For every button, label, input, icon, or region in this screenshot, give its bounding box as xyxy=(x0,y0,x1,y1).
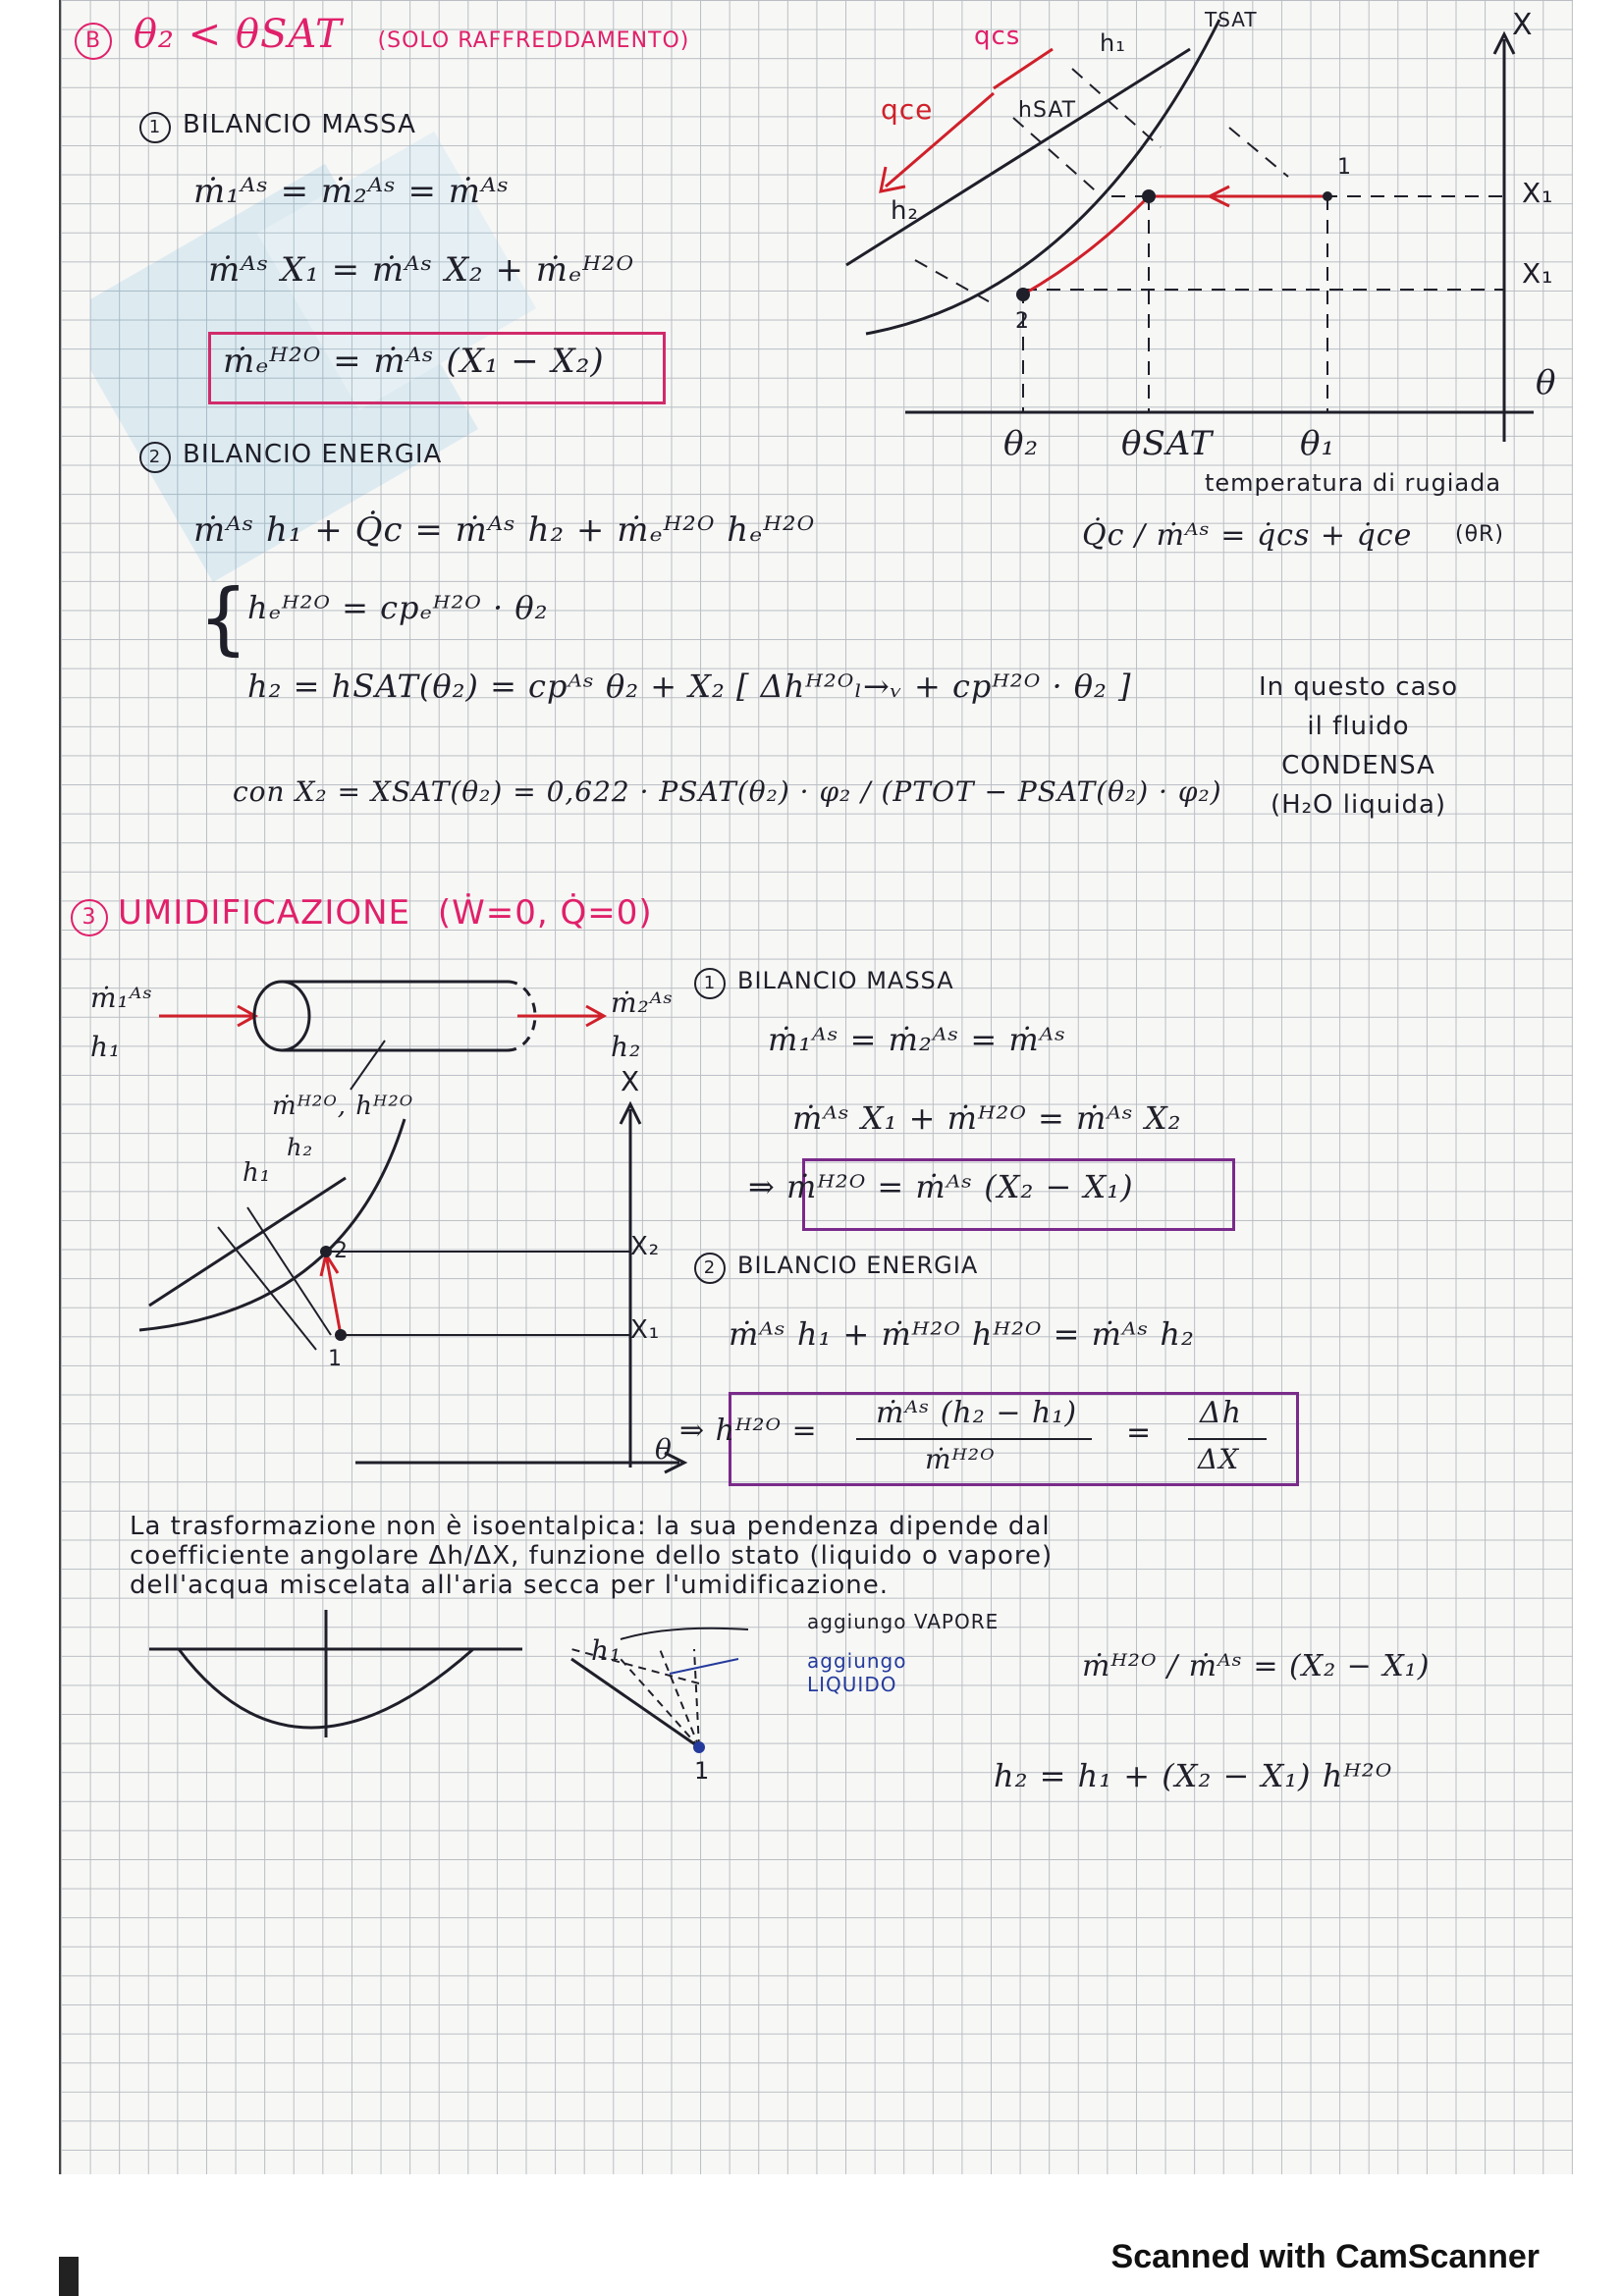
scanner-footer: Scanned with CamScanner xyxy=(1110,2238,1540,2275)
graph1-dash-3 xyxy=(1072,69,1161,147)
bottom-h1: h₁ xyxy=(591,1634,622,1667)
part3-mass-number: 1 xyxy=(694,968,726,999)
part3-energy-heading xyxy=(694,1252,978,1284)
bottom-add-vapour: aggiungo VAPORE xyxy=(807,1610,1000,1633)
part1-eq2: ṁᴬˢ X₁ = ṁᴬˢ X₂ + ṁₑᴴ²ᴼ xyxy=(208,250,635,290)
part2-note-line: il fluido xyxy=(1307,712,1410,741)
system-brace: { xyxy=(198,572,249,664)
graph1-h1: h₁ xyxy=(1100,29,1126,57)
part1-number: 1 xyxy=(139,112,171,143)
bottom-point-1 xyxy=(693,1741,705,1753)
part3-energy-ratio-num: Δh xyxy=(1200,1396,1242,1430)
duct-water-in: ṁᴴ²ᴼ, hᴴ²ᴼ xyxy=(272,1092,414,1121)
graph2-point-1-label: 1 xyxy=(328,1347,343,1371)
graph1-theta1: θ₁ xyxy=(1300,424,1336,463)
header xyxy=(75,12,689,60)
graph1-y-label: X xyxy=(1512,8,1534,42)
part3-mass-heading xyxy=(694,967,954,999)
bottom-point-1-label: 1 xyxy=(694,1757,711,1785)
graph2-point-2-label: 2 xyxy=(334,1239,349,1263)
part2-eq2: hₑᴴ²ᴼ = cpₑᴴ²ᴼ · θ₂ xyxy=(247,589,549,626)
part2-heat-eq: Q̇c / ṁᴬˢ = q̇cs + q̇ce xyxy=(1082,518,1413,553)
header-subtitle: (SOLO RAFFREDDAMENTO) xyxy=(377,28,690,53)
graph2-h1: h₁ xyxy=(243,1158,272,1188)
graph2-y-label: X xyxy=(621,1065,641,1097)
duct-out-flow: ṁ₂ᴬˢ xyxy=(611,987,674,1019)
part3-energy-eq1: ṁᴬˢ h₁ + ṁᴴ²ᴼ hᴴ²ᴼ = ṁᴬˢ h₂ xyxy=(729,1315,1195,1353)
graph1-x1b-label: X₁ xyxy=(1522,257,1554,290)
part3-mass-eq2: ṁᴬˢ X₁ + ṁᴴ²ᴼ = ṁᴬˢ X₂ xyxy=(792,1099,1182,1137)
part1-eq1: ṁ₁ᴬˢ = ṁ₂ᴬˢ = ṁᴬˢ xyxy=(193,172,510,211)
part3-number: 3 xyxy=(71,899,108,936)
bottom-add-liquid-2: LIQUIDO xyxy=(807,1673,897,1696)
graph2-point-2 xyxy=(320,1246,332,1257)
paragraph-line: coefficiente angolare Δh/ΔX, funzione dello stato (liquido o vapore) xyxy=(130,1541,1054,1571)
graph1-dash-1 xyxy=(915,260,994,304)
graph1-point-1 xyxy=(1323,191,1332,201)
part3-mass-heading-text: BILANCIO MASSA xyxy=(737,967,954,994)
graph1-saturation-curve xyxy=(866,20,1219,334)
graph1-qcs: qcs xyxy=(974,22,1021,51)
part3-energy-number: 2 xyxy=(694,1253,726,1284)
part3-energy-result-eq: = xyxy=(1126,1415,1153,1450)
part2-eq3: h₂ = hSAT(θ₂) = cpᴬˢ θ₂ + X₂ [ Δhᴴ²ᴼₗ→ᵥ + cpᴴ²ᴼ · θ₂ ] xyxy=(247,667,1132,705)
graph1-dash-2 xyxy=(1013,118,1102,196)
part2-note xyxy=(1259,667,1458,825)
part3-mass-result: ⇒ ṁᴴ²ᴼ = ṁᴬˢ (X₂ − X₁) xyxy=(748,1168,1134,1205)
part2-heading-text: BILANCIO ENERGIA xyxy=(183,440,443,469)
part2-note-line: (H₂O liquida) xyxy=(1270,790,1447,820)
duct-in-flow: ṁ₁ᴬˢ xyxy=(90,982,153,1014)
duct-in-h: h₁ xyxy=(90,1031,122,1063)
graph2-x2-label: X₂ xyxy=(630,1232,661,1261)
bottom-sketch-svg xyxy=(149,1610,895,1806)
part2-note-line: CONDENSA xyxy=(1281,751,1435,780)
part1-heading xyxy=(139,110,416,143)
graph1-point-2 xyxy=(1016,288,1030,301)
graph1-h2: h₂ xyxy=(891,196,919,226)
graph1-h1-line xyxy=(846,49,1190,265)
graph1-process-condensation xyxy=(1023,196,1149,294)
part1-result: ṁₑᴴ²ᴼ = ṁᴬˢ (X₁ − X₂) xyxy=(223,342,605,381)
graph2-x-label: θ xyxy=(655,1433,673,1466)
header-title: θ₂ < θSAT xyxy=(133,12,343,57)
graph1-x-label: θ xyxy=(1536,363,1557,402)
graph1-point-2-label: 2 xyxy=(1015,309,1030,334)
paragraph xyxy=(130,1512,1543,1600)
fraction-bar xyxy=(856,1438,1092,1440)
part2-note-line: In questo caso xyxy=(1259,672,1458,702)
paragraph-line: La trasformazione non è isoentalpica: la sua pendenza dipende dal xyxy=(130,1512,1051,1541)
graph1-tsat: TSAT xyxy=(1205,8,1258,31)
graph1-qcs-arrow xyxy=(994,49,1053,88)
part2-eq4: con X₂ = XSAT(θ₂) = 0,622 · PSAT(θ₂) · φ₂ / (PTOT − PSAT(θ₂) · φ₂) xyxy=(233,775,1222,808)
bottom-h2-eq: h₂ = h₁ + (X₂ − X₁) hᴴ²ᴼ xyxy=(994,1757,1393,1794)
ratio-bar xyxy=(1188,1438,1267,1440)
graph1-point-1-label: 1 xyxy=(1337,155,1352,180)
part2-number: 2 xyxy=(139,442,171,473)
graph1-dew-sym: (θR) xyxy=(1455,522,1504,547)
duct-out-h: h₂ xyxy=(611,1031,642,1063)
graph1-point-sat xyxy=(1142,189,1156,203)
paragraph-line: dell'acqua miscelata all'aria secca per l'umidificazione. xyxy=(130,1571,890,1600)
part3-energy-result-num: ṁᴬˢ (h₂ − h₁) xyxy=(876,1396,1078,1430)
graph2-svg xyxy=(120,1080,709,1472)
part3-energy-result-den: ṁᴴ²ᴼ xyxy=(925,1443,996,1475)
graph2-h-line xyxy=(149,1178,346,1306)
graph1-dew-note: temperatura di rugiada xyxy=(1205,469,1502,497)
vapour-arrow xyxy=(621,1629,748,1639)
graph2-h2: h₂ xyxy=(287,1134,314,1161)
part3-energy-ratio-den: ΔX xyxy=(1198,1443,1240,1475)
part3-conditions: (Ẇ=0, Q̇=0) xyxy=(437,893,653,933)
duct-inlet xyxy=(254,982,309,1050)
graph1-x1-label: X₁ xyxy=(1522,177,1554,209)
part3-energy-result-left: ⇒ hᴴ²ᴼ = xyxy=(679,1414,818,1448)
page-edge xyxy=(59,2257,79,2296)
graph1-dash-4 xyxy=(1229,128,1288,177)
graph1-svg xyxy=(827,10,1573,471)
graph2-point-1 xyxy=(335,1329,347,1341)
graph1-hsat: hSAT xyxy=(1018,98,1077,123)
notebook-page xyxy=(59,0,1573,2174)
graph2-x1-label: X₁ xyxy=(630,1315,661,1345)
liquid-arrow xyxy=(670,1659,738,1674)
graph1-theta2: θ₂ xyxy=(1003,424,1040,463)
bottom-ratio-eq: ṁᴴ²ᴼ / ṁᴬˢ = (X₂ − X₁) xyxy=(1082,1649,1431,1683)
part1-heading-text: BILANCIO MASSA xyxy=(183,110,416,139)
section-marker: B xyxy=(75,23,112,60)
graph1-thetasat: θSAT xyxy=(1121,424,1214,463)
bottom-add-liquid-1: aggiungo xyxy=(807,1649,907,1673)
part3-heading xyxy=(71,893,653,936)
part2-heading xyxy=(139,440,442,473)
part3-energy-heading-text: BILANCIO ENERGIA xyxy=(737,1252,979,1279)
part2-eq1: ṁᴬˢ h₁ + Q̇c = ṁᴬˢ h₂ + ṁₑᴴ²ᴼ hₑᴴ²ᴼ xyxy=(193,510,816,550)
graph1-qce: qce xyxy=(881,93,934,126)
part3-mass-eq1: ṁ₁ᴬˢ = ṁ₂ᴬˢ = ṁᴬˢ xyxy=(768,1021,1066,1058)
part3-heading-text: UMIDIFICAZIONE xyxy=(118,893,411,933)
